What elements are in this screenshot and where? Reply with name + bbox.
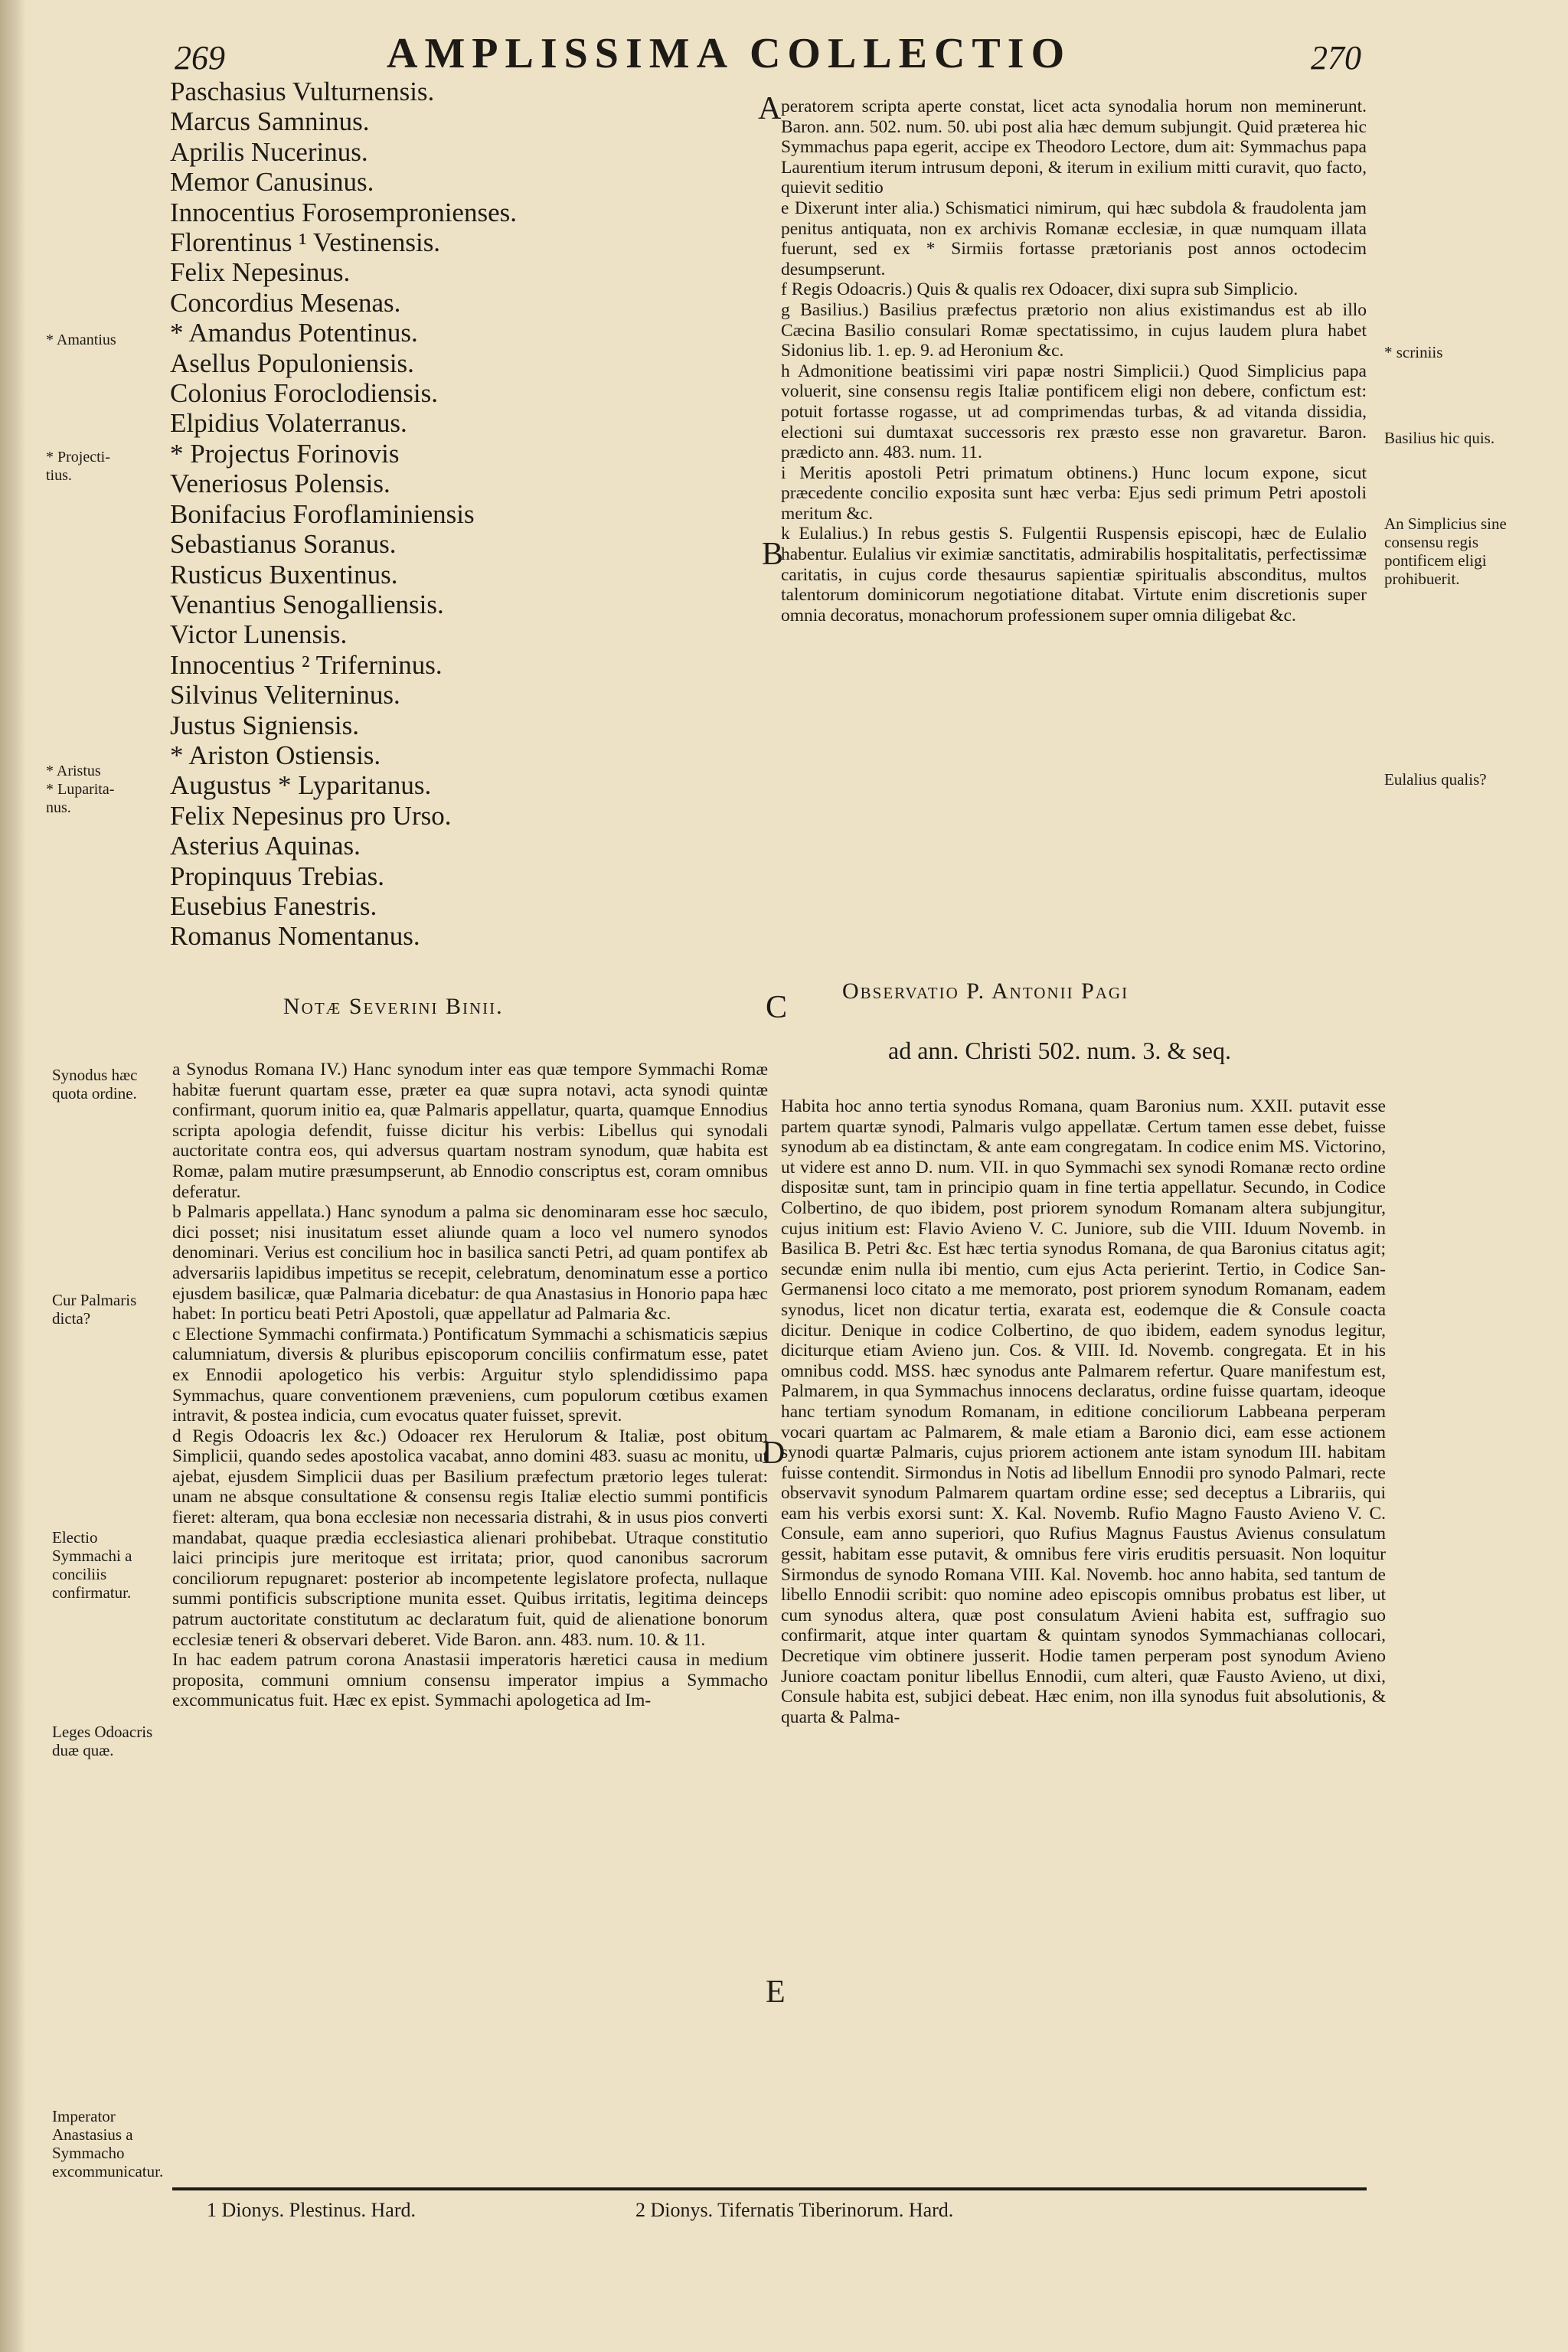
side-note-synodus: Synodus hæc quota ordine. (52, 1066, 138, 1102)
name-line: Asterius Aquinas. (170, 831, 361, 861)
margin-note-aristus: * Aristus * Luparita- nus. (46, 763, 115, 816)
note-para-k: k Eulalius.) In rebus gestis S. Fulgentii Ruspensis episcopi, hæc de Eulalio habentur. Eulalius vir eximiæ sanctitatis, admirabilis hospitalitatis, perfectissimæ caritatis, in cujus corde thesaurus sapientiæ spiritualis absconditus, multos talentorum dominicorum negotiatione ditabat. Virtute enim discretionis super omnia decoratus, monachorum professionem super omnia diligebat &c. (781, 524, 1367, 626)
note-para-h: h Admonitione beatissimi viri papæ nostri Simplicii.) Quod Simplicius papa voluerit, sine consensu regis Italiæ pontificem eligi non debere, confictum est: potuit fortasse rogasse, ut ad comprimendas turbas, & ad vitanda dissidia, electioni sui dumtaxat successoris rex præsto esse non gravaretur. Baron. prædicto ann. 483. num. 11. (781, 361, 1367, 463)
observatio-subheading: ad ann. Christi 502. num. 3. & seq. (888, 1037, 1231, 1064)
notae-para-a: a Synodus Romana IV.) Hanc synodum inter eas quæ tempore Symmachi Romæ habitæ fuerunt quartam esse, præter ea quæ supra notavi, acta synodi quintæ confirmant, quorum initio ea, quæ Palmaris appellatur, quarta, quamque Ennodius scripta apologia defendit, fuisse dicitur his verbis: Libellus qui synodali auctoritate contra eos, qui adversus quartam nostram synodum, quæ habita est Romæ, palam mutire præsumpserunt, ab Ennodio conscriptus est, coram omnibus deferatur. (172, 1060, 768, 1202)
name-line: Felix Nepesinus. (170, 257, 351, 288)
footnote-2: 2 Dionys. Tifernatis Tiberinorum. Hard. (635, 2199, 954, 2221)
notae-para-b: b Palmaris appellata.) Hanc synodum a palma sic denominaram esse hoc sæculo, dici posset; nisi inusitatum esset aliunde quam a loco vel numero synodos denominari. Verius est concilium hoc in basilica sancti Petri, ad quam pontifex ab adversariis lapidibus impetitus se recepit, celebratum, denominatum esse a portico ejusdem basilicæ, quæ Palmaria dicebatur: de qua Anastasius in Honorio papa hæc habet: In porticu beati Petri Apostoli, quæ appellatur ad Palmaria &c. (172, 1202, 768, 1325)
name-line: Bonifacius Foroflaminiensis (170, 498, 475, 529)
side-note-electio: Electio Symmachi a conciliis confirmatur. (52, 1528, 132, 1602)
name-line: Concordius Mesenas. (170, 287, 401, 318)
note-para-e: e Dixerunt inter alia.) Schismatici nimirum, qui hæc subdola & fraudolenta jam penitus antiquata, non ex archivis Romanæ ecclesiæ, in quæ numquam illata fuerunt, sed ex * Sirmiis fortasse prætorianis post annos octodecim desumpserunt. (781, 198, 1367, 279)
name-line: Paschasius Vulturnensis. (170, 77, 435, 106)
name-line: Asellus Populoniensis. (170, 348, 414, 378)
name-line: Rusticus Buxentinus. (170, 559, 398, 590)
margin-note-projectitius: * Projecti- tius. (46, 449, 110, 484)
section-letter-a: A (758, 91, 782, 126)
name-line: Silvinus Veliterninus. (170, 680, 400, 710)
name-line: Aprilis Nucerinus. (170, 136, 368, 167)
note-para-a: peratorem scripta aperte constat, licet acta synodalia horum non meminerunt. Baron. ann. 502. num. 50. ubi post alia hæc demum subjungit. Quid præterea hic Symmachus papa egerit, accipe ex Theodoro Lectore, dum ait: Symmachus papa Laurentium iterum intrusum deponi, & iterum in exilium mitti curavit, quo facto, quievit seditio (781, 96, 1367, 198)
name-line: Romanus Nomentanus. (170, 921, 420, 952)
right-notes-top (781, 96, 1367, 626)
page-number-right: 270 (1311, 39, 1361, 77)
section-letter-d: D (762, 1436, 786, 1471)
notae-heading: Notæ Severini Binii. (283, 994, 504, 1019)
margin-note-amantius: * Amantius (46, 332, 116, 348)
name-line: Venantius Senogalliensis. (170, 589, 444, 619)
bishop-name-list (170, 77, 752, 952)
running-title: AMPLISSIMA COLLECTIO (387, 30, 1072, 77)
notae-para-c: c Electione Symmachi confirmata.) Pontificatum Symmachi a schismaticis sæpius calumniatum, diversis & pluribus episcoporum conciliis confirmatum esse, patet ex Ennodii apologetico his verbis: Arguitur stylo splendidissimo papa Symmachus, quare conventionem præveniens, cum populorum cœtibus examen intravit, & postea indicia, cum evocatus quater fuisset, sprevit. (172, 1324, 768, 1426)
side-note-imperator: Imperator Anastasius a Symmacho excommunicatur. (52, 2107, 164, 2180)
name-line: * Projectus Forinovis (170, 438, 400, 469)
observatio-text (781, 1096, 1386, 1727)
name-line: Propinquus Trebias. (170, 861, 385, 891)
section-letter-e: E (766, 1975, 786, 2010)
name-line: Florentinus ¹ Vestinensis. (170, 227, 441, 258)
note-para-i: i Meritis apostoli Petri primatum obtinens.) Hunc locum expone, sicut præcedente concilio exposita sunt hæc verba: Ejus sedi primum Petri apostoli meritum &c. (781, 462, 1367, 524)
book-gutter (0, 0, 26, 2352)
name-line: Sebastianus Soranus. (170, 529, 397, 560)
side-note-basilius: Basilius hic quis. (1384, 429, 1495, 447)
name-line: Memor Canusinus. (170, 167, 374, 198)
side-note-scriniis: * scriniis (1384, 343, 1443, 361)
name-line: Veneriosus Polensis. (170, 469, 390, 499)
name-line: Augustus * Lyparitanus. (170, 770, 432, 801)
note-para-f: f Regis Odoacris.) Quis & qualis rex Odoacer, dixi supra sub Simplicio. (781, 279, 1298, 300)
note-para-g: g Basilius.) Basilius præfectus prætorio non alius existimandus est ab illo Cæcina Basilio consulari Romæ spectatissimo, in cujus laudem plura habet Sidonius lib. 1. ep. 9. ad Heronium &c. (781, 299, 1367, 361)
footnote-1: 1 Dionys. Plestinus. Hard. (207, 2199, 416, 2221)
name-line: Eusebius Fanestris. (170, 890, 377, 921)
section-letter-c: C (766, 990, 788, 1025)
side-note-palmaris: Cur Palmaris dicta? (52, 1291, 137, 1328)
name-line: Innocentius Forosempronienses. (170, 197, 517, 227)
name-line: * Amandus Potentinus. (170, 318, 418, 348)
name-line: Colonius Foroclodiensis. (170, 378, 439, 409)
side-note-simplicius: An Simplicius sine consensu regis pontificem eligi prohibuerit. (1384, 514, 1507, 588)
observatio-para: Habita hoc anno tertia synodus Romana, quam Baronius num. XXII. putavit esse partem quartæ synodi, Palmaris vulgo appellatæ. Certum tamen esse debet, fuisse synodum ab ea distinctam, & ante eam congregatam. In codice enim MS. Victorino, ut videre est anno D. num. VII. in quo Symmachi sex synodi Romanæ recto ordine dispositæ sunt, tam in principio quam in fine tertia appellatur. Secundo, in Codice Colbertino, de quo ibidem, post priorem synodum Romanam altera subjungitur, cujus initium est: Flavio Avieno V. C. Juniore, sub die VIII. Iduum Novemb. in Basilica B. Petri &c. Est hæc tertia synodus Romana, de qua Baronius citatus agit; secundæ enim nulla ibi mentio, cum ejus Acta perierint. Tertio, in Codice San-Germanensi loco citato a me memorato, post priorem synodum Romanam, eadem synodus, licet non dicatur tertia, exarata est, eodemque die & Consule coacta dicitur. Denique in codice Colbertino, de quo ibidem, eadem synodus legitur, diciturque etiam Avieno jun. Cos. & VIII. Id. Novemb. congregata. Et in his omnibus codd. MSS. hæc synodus ante Palmarem refertur. Quare manifestum est, Palmarem, in qua Symmachus innocens declaratus, ordine fuisse quartam, ideoque hanc tertiam synodum Romanam, in editione conciliorum Labbeana perperam vocari quartam ac Palmarem, & male etiam a Baronio dici, eam esse actionem synodi quartæ Palmaris, cujus priorem actionem ante istam synodum III. habitam fuisse contendit. Sirmondus in Notis ad libellum Ennodii pro synodo Palmari, recte observavit synodum Palmarem quartam ordine esse; sed deceptus a Librariis, qui eam his verbis exorsi sunt: X. Kal. Novemb. Rufio Magno Fausto Avieno V. C. Consule, eam anno superiori, quo Rufius Magnus Faustus Avienus consulatum gessit, habitam esse putavit, & omnibus fere viris eruditis persuasit. Non loquitur Sirmondus de synodo Romana VIII. Kal. Novemb. hoc anno habita, sed tantum de libello Ennodii scribit: quo nomine adeo episcopis omnibus probatus est liber, ut cum synodus altera, quæ post consulatum Avieni habita est, suffragio suo confirmarit, atque inter quartam & quintam synodos Symmachianas collocari, Decretique vim obtinere jusserit. Hodie tamen perperam post synodum Avieno Juniore coactam ponitur libellus Ennodii, cum alteri, quæ Fausto Avieno, ut dixi, Consule habita est, subjici debeat. Hæc enim, non illa synodus fuit absolutionis, & quarta & Palma- (781, 1096, 1386, 1727)
name-line: Justus Signiensis. (170, 710, 359, 740)
page-number-left: 269 (175, 39, 225, 77)
name-line: Victor Lunensis. (170, 619, 348, 650)
side-note-eulalius: Eulalius qualis? (1384, 770, 1487, 789)
notae-para-last: In hac eadem patrum corona Anastasii imperatoris hæretici causa in medium proposita, communi omnium consensu imperator impius a Symmacho excommunicatus fuit. Hæc ex epist. Symmachi apologetica ad Im- (172, 1650, 768, 1711)
notae-para-d: d Regis Odoacris lex &c.) Odoacer rex Herulorum & Italiæ, post obitum Simplicii, quando sedes apostolica vacabat, anno domini 483. suasu ac monitu, ut ajebat, ejusdem Simplicii duas per Basilium præfectum prætorio leges tulerat: unam ne absque consultatione & consensu regis Italiæ electio summi pontificis fieret: alteram, qua bona ecclesiæ non necessaria distrahi, & in usus pios converti mandabat, quaque prædia ecclesiastica alienari prohibebat. Utraque constitutio laici principis jure meritoque est irritata; prior, quod canonibus sacrorum conciliorum repugnaret: posterior ab incompetente legislatore profecta, nullaque summi pontificis subscriptione munita esset. Quibus irritatis, legitima deinceps patrum auctoritate constitutum ac declaratum fuit, quid de alienatione bonorum ecclesiæ teneri & observari deberet. Vide Baron. ann. 483. num. 10. & 11. (172, 1426, 768, 1650)
notae-text (172, 1060, 768, 1711)
footnote-rule (172, 2187, 1367, 2190)
name-line: Innocentius ² Triferninus. (170, 649, 443, 680)
name-line: * Ariston Ostiensis. (170, 740, 381, 770)
observatio-heading: Observatio P. Antonii Pagi (842, 978, 1129, 1004)
name-line: Marcus Samninus. (170, 106, 370, 137)
name-line: Felix Nepesinus pro Urso. (170, 800, 452, 831)
side-note-leges: Leges Odoacris duæ quæ. (52, 1723, 153, 1759)
section-letter-b: B (762, 537, 784, 572)
name-line: Elpidius Volaterranus. (170, 408, 407, 439)
